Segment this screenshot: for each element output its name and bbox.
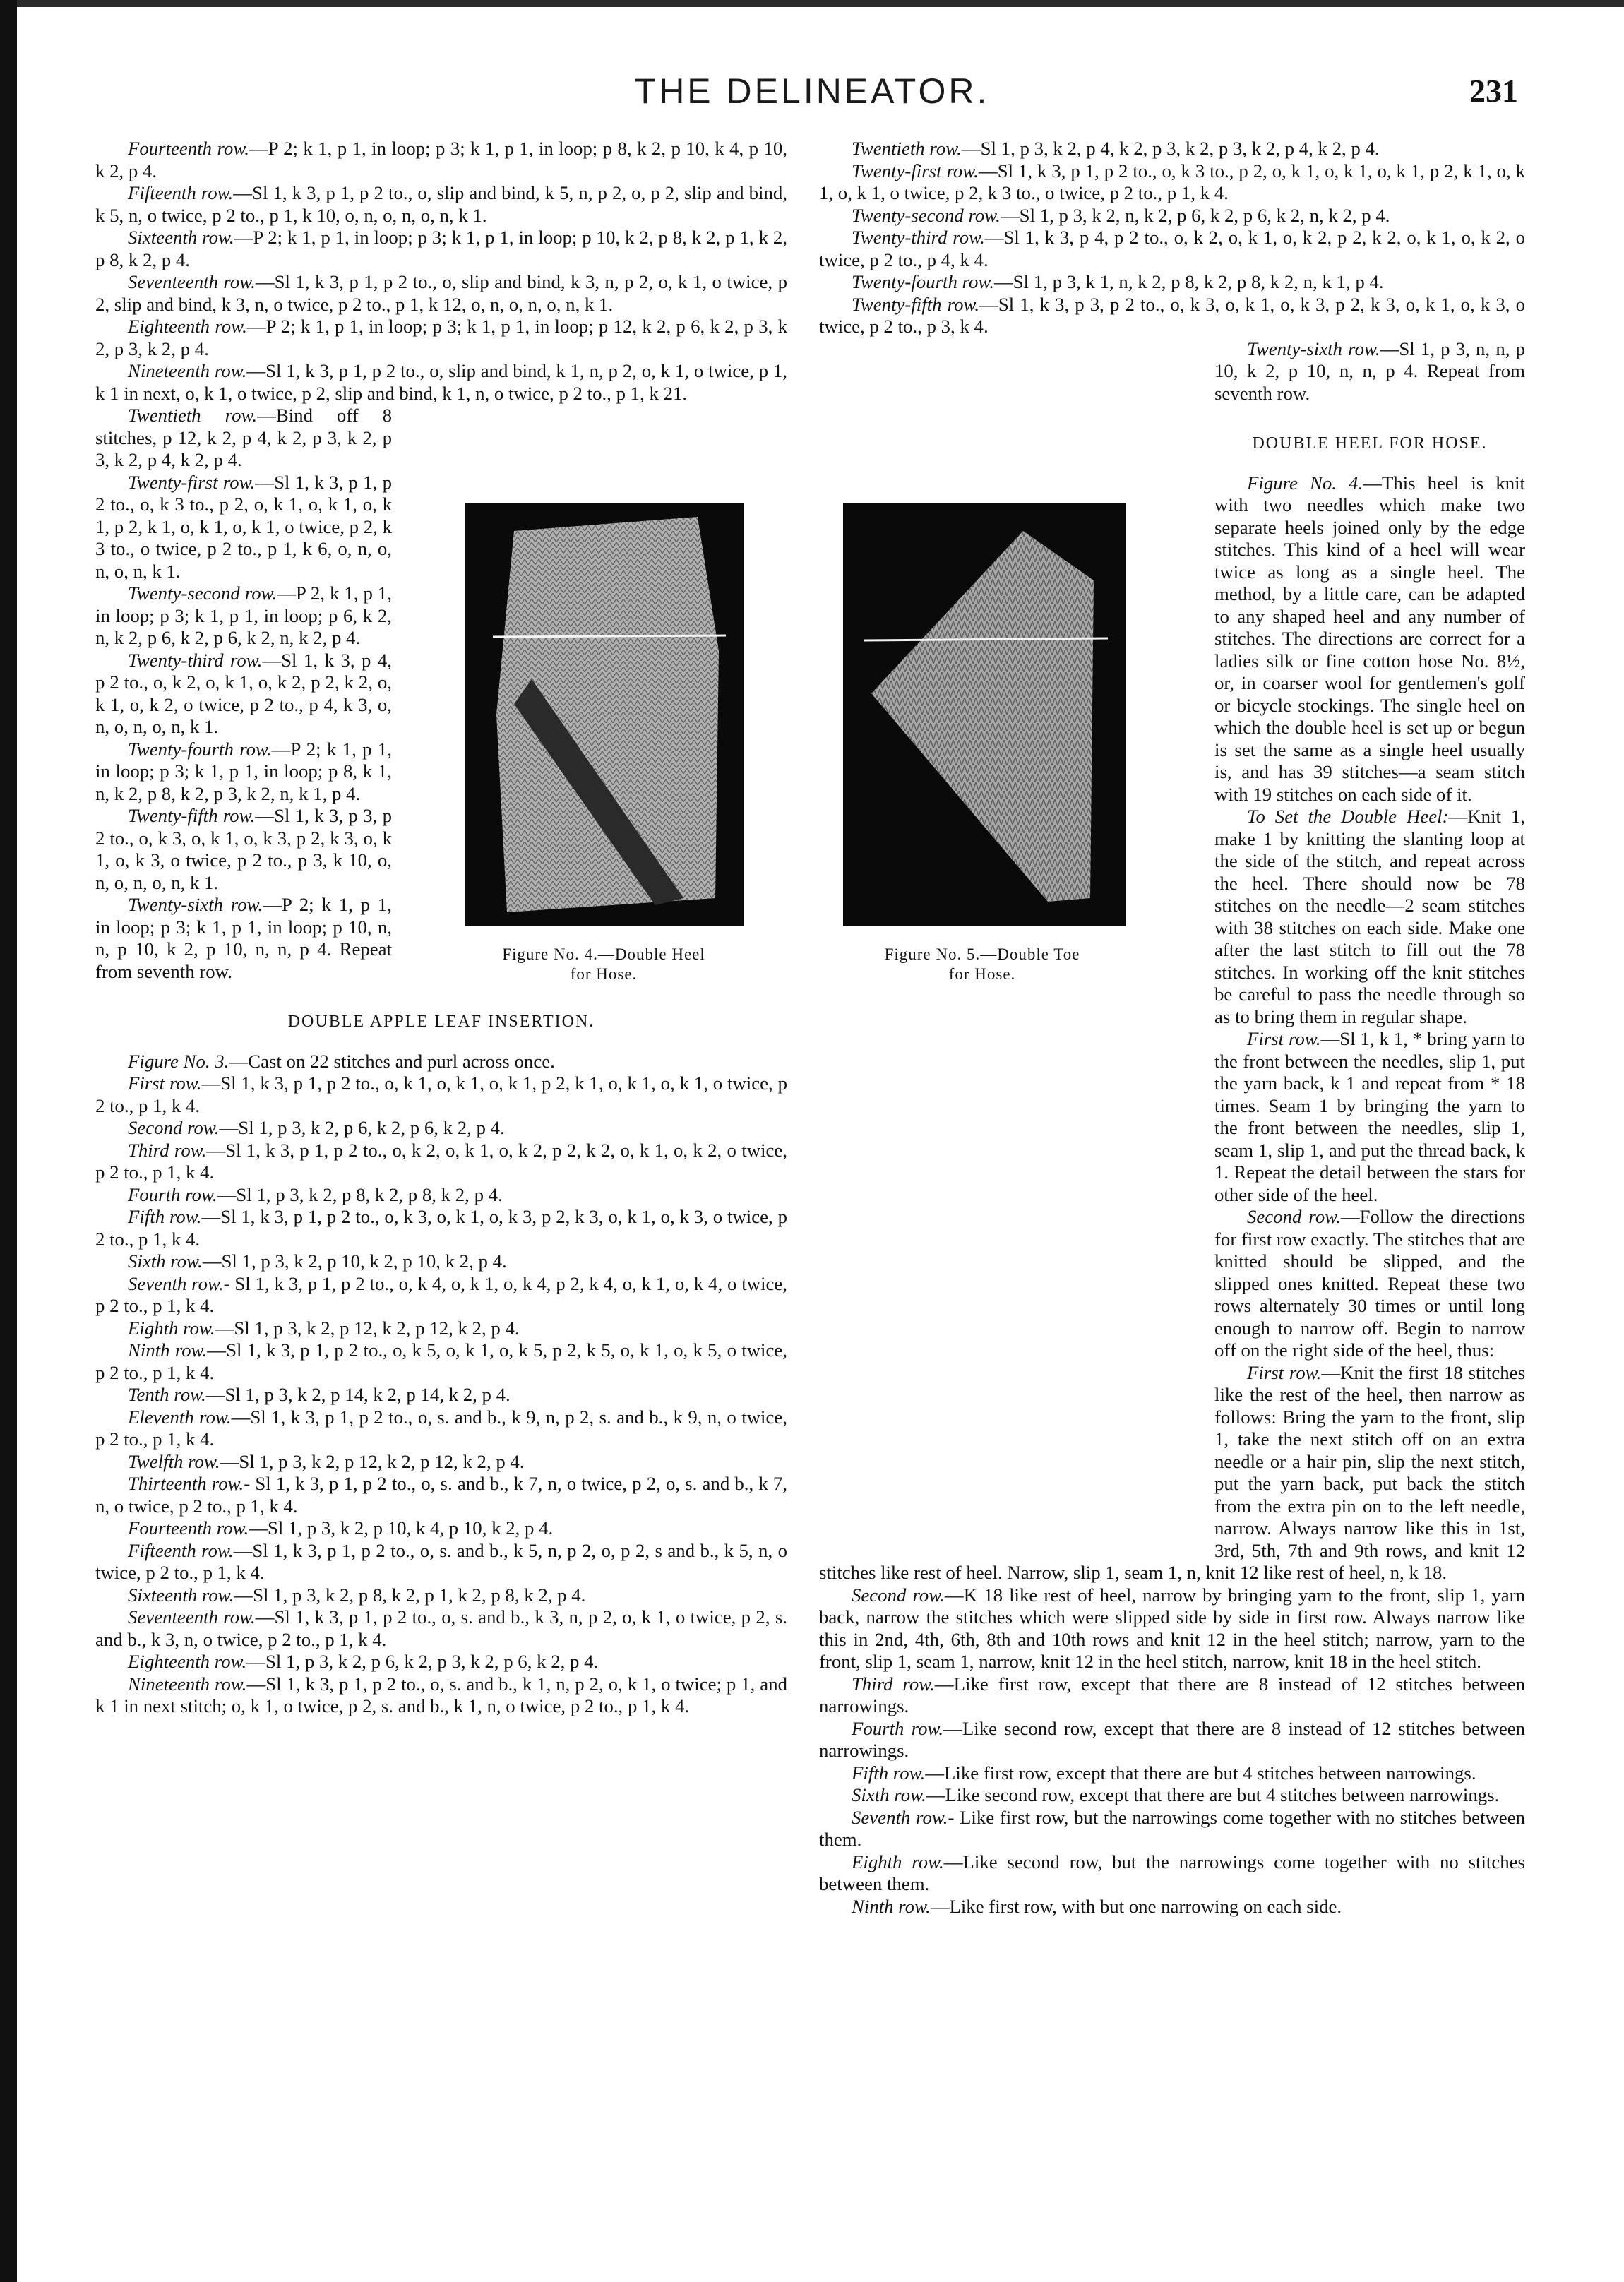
row-text: —K 18 like rest of heel, narrow by bringing yarn to the front, slip 1, yarn back, narrow the stitches which were slipped side by side in first row. Always narrow like this in 2nd, 4th, 6th, 8th and 10th rows and knit 12 in the heel stitch; narrow, yarn to the front, slip 1, seam 1, narrow, knit 12 in the heel stitch, narrow, knit 18 in the heel stitch. — [819, 1584, 1525, 1672]
figure-5-double-toe-image — [843, 503, 1126, 926]
row-text: —P 2; k 1, p 1, in loop; p 3; k 1, p 1, in loop; p 10, n, n, p 10, k 2, p 10, n, n, p 4. Repeat from seventh row. — [95, 894, 392, 982]
instruction-row — [95, 1606, 787, 1651]
row-text: —Sl 1, k 3, p 1, p 2 to., o, k 1, o, k 1, o, k 1, p 2, k 1, o, k 1, o, k 1, o twice, p 2 to., p 1, k 4. — [95, 1073, 787, 1116]
instruction-row — [95, 360, 787, 405]
row-text: —Knit 1, make 1 by knitting the slanting loop at the side of the stitch, and repeat across the heel. There should now be 78 stitches on the needle—2 seam stitches with 38 stitches on each side. Make one after the last stitch to fill out the 78 stitches. In working off the knit stitches be careful to pass the needle through so as to bring them in regular shape. — [1214, 806, 1525, 1027]
row-label: Ninth row. — [128, 1339, 208, 1361]
instruction-row — [95, 1651, 787, 1673]
row-label: Fifth row. — [128, 1206, 202, 1227]
row-label: Fourth row. — [852, 1717, 944, 1739]
instruction-row — [95, 227, 787, 271]
figure-wrap-spacer — [819, 945, 1186, 1553]
section-heading-double-heel: DOUBLE HEEL FOR HOSE. — [1252, 434, 1488, 453]
row-label: Sixteenth row. — [128, 1584, 234, 1606]
row-text: —Like second row, but the narrowings come together with no stitches between them. — [819, 1851, 1525, 1894]
section-heading-apple-leaf: DOUBLE APPLE LEAF INSERTION. — [287, 1012, 595, 1031]
apple-leaf-rows — [95, 1073, 787, 1718]
row-label: Thirteenth row. — [128, 1473, 244, 1494]
row-text: —P 2; k 1, p 1, in loop; p 3; k 1, p 1, in loop; p 8, k 1, n, k 2, p 8, k 2, p 3, k 2, n, k 1, p 4. — [95, 738, 392, 804]
row-text: —Like first row, with but one narrowing on each side. — [930, 1895, 1342, 1917]
row-text: —Sl 1, k 3, p 1, p 2 to., o, s. and b., k 5, n, p 2, o, p 2, s and b., k 5, n, o twice, p 2 to., p 1, k 4. — [95, 1539, 787, 1583]
row-label: Fifteenth row. — [128, 1539, 234, 1561]
row-label: Fourteenth row. — [128, 138, 249, 159]
row-text: —Sl 1, p 3, k 2, p 8, k 2, p 1, k 2, p 8, k 2, p 4. — [234, 1584, 586, 1606]
row-label: Tenth row. — [128, 1384, 206, 1405]
row-label: Ninth row. — [852, 1895, 931, 1917]
row-label: Fourth row. — [128, 1183, 217, 1205]
instruction-row — [95, 1473, 787, 1517]
instruction-row — [819, 1673, 1525, 1718]
row-text: —Like second row, except that there are but 4 stitches between narrowings. — [926, 1784, 1500, 1805]
row-label: Seventeenth row. — [128, 271, 256, 292]
figure-3-label: Figure No. 3. — [128, 1050, 229, 1072]
row-label: Fifth row. — [852, 1762, 926, 1784]
row-text: —Follow the directions for first row exactly. The stitches that are knitted should be slipped, and the slipped ones knitted. Repeat these two rows alternately 30 times or until long enough to narrow off. Begin to narrow off on the right side of the heel, thus: — [1214, 1206, 1526, 1361]
row-label: To Set the Double Heel: — [1247, 806, 1449, 827]
row-label: Eighteenth row. — [128, 1651, 247, 1672]
instruction-row — [95, 138, 787, 182]
instruction-row — [95, 1384, 787, 1406]
instruction-row — [95, 1584, 787, 1607]
row-label: Sixth row. — [128, 1250, 203, 1272]
instruction-row — [95, 1184, 787, 1207]
row-text: —Sl 1, p 3, k 2, p 12, k 2, p 12, k 2, p 4. — [220, 1450, 525, 1472]
row-label: Nineteenth row. — [128, 1673, 247, 1695]
row-label: Twenty-second row. — [128, 583, 277, 604]
figure-5-caption-line2: for Hose. — [948, 965, 1016, 983]
row-text: —P 2; k 1, p 1, in loop; p 3; k 1, p 1, in loop; p 12, k 2, p 6, k 2, p 3, k 2, p 3, k 2, p 4. — [95, 316, 788, 359]
row-text: - Like first row, but the narrowings come together with no stitches between them. — [819, 1806, 1525, 1850]
row-text: —P 2; k 1, p 1, in loop; p 3; k 1, p 1, in loop; p 8, k 2, p 10, k 4, p 10, k 2, p 4. — [95, 138, 787, 181]
row-label: First row. — [128, 1073, 202, 1094]
figure-5-caption-line1: Figure No. 5.—Double Toe — [884, 945, 1080, 963]
instruction-row — [95, 1318, 787, 1340]
instruction-row — [95, 1250, 787, 1273]
page-number: 231 — [1469, 73, 1518, 109]
row-text: —Sl 1, p 3, k 2, p 6, k 2, p 6, k 2, p 4. — [219, 1117, 505, 1138]
row-label: Sixth row. — [852, 1784, 926, 1805]
instruction-row — [95, 1140, 787, 1184]
row-label: Twenty-first row. — [128, 471, 256, 493]
row-text: —Sl 1, k 3, p 1, p 2 to., o, k 2, o, k 1, o, k 2, p 2, k 2, o, k 1, o, k 2, o twice, p 2 to., p 1, k 4. — [95, 1139, 788, 1183]
row-text: —Sl 1, p 3, k 2, p 10, k 4, p 10, k 2, p 4. — [249, 1517, 554, 1539]
instruction-row — [819, 205, 1525, 227]
instruction-row — [95, 1673, 787, 1718]
instruction-row — [95, 1206, 787, 1250]
instruction-row — [819, 1851, 1525, 1896]
row-text: —Sl 1, p 3, k 2, n, k 2, p 6, k 2, p 6, k 2, n, k 2, p 4. — [1000, 204, 1390, 226]
figure-4-caption-line2: for Hose. — [570, 965, 638, 983]
figure-4-caption-line1: Figure No. 4.—Double Heel — [502, 945, 705, 963]
row-label: Eighteenth row. — [128, 316, 247, 337]
instruction-row — [95, 1517, 787, 1540]
row-text: —Sl 1, k 3, p 4, p 2 to., o, k 2, o, k 1, o, k 2, p 2, k 2, o, k 1, o, k 2, o twice, p 2 to., p 4, k 3, o, n, o, n, o, n, k 1. — [95, 649, 392, 737]
instruction-row — [819, 1584, 1525, 1673]
instruction-row — [95, 1117, 787, 1140]
instruction-row — [95, 182, 787, 227]
instruction-row — [819, 138, 1525, 160]
row-text: - Sl 1, k 3, p 1, p 2 to., o, k 4, o, k 1, o, k 4, p 2, k 4, o, k 1, o, k 4, o twice, p 2 to., p 1, k 4. — [95, 1272, 788, 1316]
row-label: Twentieth row. — [128, 405, 258, 426]
row-label: Twenty-second row. — [852, 204, 1001, 226]
row-text: —Sl 1, p 3, n, n, p 10, k 2, p 10, n, n, p 4. Repeat from seventh row. — [1214, 337, 1525, 404]
instruction-row — [95, 1073, 787, 1117]
row-label: Nineteenth row. — [128, 360, 247, 381]
row-text: —This heel is knit with two needles which make two separate heels joined only by the edge stitches. This kind of a heel will wear twice as long as a single heel. The method, by a little care, can be adapted to any shaped heel and any number of stitches. The directions are correct for a ladies silk or fine cotton hose No. 8½, or, in coarser wool for gentlemen's golf or bicycle stockings. The single heel on which the double heel is set up or begun is set the same as a single heel usually is, and has 39 stitches—a seam stitch with 19 stitches on each side of it. — [1214, 472, 1525, 805]
row-text: —Sl 1, k 3, p 1, p 2 to., o, slip and bind, k 3, n, p 2, o, k 1, o twice, p 2, slip and bind, k 3, n, o twice, p 2 to., p 1, k 12, o, n, o, n, o, n, k 1. — [95, 271, 787, 315]
instruction-row — [819, 1784, 1525, 1807]
row-label: Twenty-fourth row. — [128, 738, 272, 760]
magazine-title: THE DELINEATOR. — [634, 71, 990, 111]
row-text: —Sl 1, k 3, p 1, p 2 to., o, k 3 to., p 2, o, k 1, o, k 1, o, k 1, p 2, k 1, o, k 1, o, k 1, o twice, p 2, k 3 to., o twice, p 2 to., p 1, k 4. — [819, 160, 1526, 203]
row-label: Second row. — [128, 1117, 220, 1138]
row-label: Twenty-sixth row. — [1247, 337, 1380, 359]
row-label: Eighth row. — [852, 1851, 944, 1872]
row-text: —Sl 1, k 3, p 1, p 2 to., o, s. and b., k 9, n, p 2, s. and b., k 9, n, o twice, p 2 to., p 1, k 4. — [95, 1406, 787, 1450]
instruction-row — [819, 1807, 1525, 1851]
row-label: Eleventh row. — [128, 1406, 232, 1428]
row-label: Figure No. 4. — [1247, 472, 1363, 494]
row-label: Seventh row. — [852, 1806, 948, 1828]
instruction-row — [95, 271, 787, 316]
row-text: —Sl 1, k 3, p 1, p 2 to., o, k 5, o, k 1, o, k 5, p 2, k 5, o, k 1, o, k 5, o twice, p 2 to., p 1, k 4. — [95, 1339, 787, 1383]
left-column — [95, 138, 787, 1718]
row-text: —Sl 1, k 1, * bring yarn to the front between the needles, slip 1, put the yarn back, k 1 and repeat from * 18 times. Seam 1 by bringing the yarn to the front between the needles, slip 1, seam 1, slip 1, and put the thread back, k 1. Repeat the detail between the stars for other side of the heel. — [1214, 1028, 1525, 1205]
instruction-row — [819, 227, 1525, 271]
scan-top-edge — [17, 0, 1624, 7]
row-text: —P 2, k 1, p 1, in loop; p 3; k 1, p 1, in loop; p 6, k 2, n, k 2, p 6, k 2, p 6, k 2, n, k 2, p 4. — [95, 583, 393, 648]
row-text: - Sl 1, k 3, p 1, p 2 to., o, s. and b., k 7, n, o twice, p 2, o, s. and b., k 7, n, o twice, p 2 to., p 1, k 4. — [95, 1473, 788, 1517]
right-column — [819, 138, 1525, 1918]
row-label: Eighth row. — [128, 1317, 215, 1339]
row-text: —Like first row, except that there are but 4 stitches between narrowings. — [925, 1762, 1476, 1784]
row-text: —Sl 1, k 3, p 1, p 2 to., o, s. and b., k 1, n, p 2, o, k 1, o twice; p 1, and k 1 in next stitch; o, k 1, o twice, p 2, s. and b., k 1, n, o twice, p 2 to., p 1, k 4. — [95, 1673, 787, 1716]
row-text: —Sl 1, p 3, k 2, p 14, k 2, p 14, k 2, p 4. — [205, 1384, 511, 1405]
instruction-row — [95, 1339, 787, 1384]
row-label: Third row. — [852, 1673, 935, 1695]
row-label: First row. — [1247, 1361, 1322, 1383]
row-label: Twenty-fourth row. — [852, 271, 994, 292]
row-label: Third row. — [128, 1139, 207, 1161]
row-label: First row. — [1247, 1028, 1321, 1049]
row-text: —Sl 1, k 3, p 1, p 2 to., o, slip and bind, k 1, n, p 2, o, k 1, o twice, p 1, k 1 in next, o, k 1, o twice, p 2, slip and bind, k 1, n, o twice, p 2 to., p 1, k 21. — [95, 360, 787, 404]
row-text: —Sl 1, k 3, p 3, p 2 to., o, k 3, o, k 1, o, k 3, p 2, k 3, o, k 1, o, k 3, o twice, p 2 to., p 3, k 10, o, n, o, n, o, n, k 1. — [95, 805, 392, 893]
instruction-row — [95, 1540, 787, 1584]
row-text: —Sl 1, p 3, k 1, n, k 2, p 8, k 2, p 8, k 2, n, k 1, p 4. — [993, 271, 1384, 292]
row-text: —Sl 1, p 3, k 2, p 6, k 2, p 3, k 2, p 6, k 2, p 4. — [246, 1651, 599, 1672]
instruction-row — [819, 1896, 1525, 1918]
instruction-row — [819, 1762, 1525, 1785]
instruction-row — [819, 271, 1525, 294]
instruction-row — [95, 1406, 787, 1451]
scan-edge-bar — [0, 0, 17, 2282]
row-text: —Sl 1, k 3, p 1, p 2 to., o, slip and bind, k 5, n, p 2, o, p 2, slip and bind, k 5, n, o twice, p 2 to., p 1, k 10, o, n, o, n, o, n, k 1. — [95, 182, 787, 226]
instruction-row — [819, 294, 1525, 338]
row-text: —Sl 1, k 3, p 1, p 2 to., o, k 3 to., p 2, o, k 1, o, k 1, o, k 1, p 2, k 1, o, k 1, o, k 1, o twice, p 2, k 3 to., o twice, p 2 to., p 1, k 6, o, n, o, n, o, n, k 1. — [95, 471, 392, 582]
row-text: —Like first row, except that there are 8 instead of 12 stitches between narrowings. — [819, 1673, 1525, 1716]
row-text: —Sl 1, k 3, p 1, p 2 to., o, k 3, o, k 1, o, k 3, p 2, k 3, o, k 1, o, k 3, o twice, p 2 to., p 1, k 4. — [95, 1206, 787, 1250]
row-text: —P 2; k 1, p 1, in loop; p 3; k 1, p 1, in loop; p 10, k 2, p 8, k 2, p 1, k 2, p 8, k 2, p 4. — [95, 227, 788, 270]
row-text: —Sl 1, p 3, k 2, p 12, k 2, p 12, k 2, p 4. — [215, 1317, 520, 1339]
row-label: Second row. — [1247, 1206, 1341, 1227]
row-label: Second row. — [852, 1584, 945, 1606]
row-label: Seventh row. — [128, 1272, 224, 1294]
row-label: Twenty-first row. — [852, 160, 979, 181]
right-rows-continued — [819, 138, 1525, 405]
row-label: Twentieth row. — [852, 138, 962, 159]
row-text: —Knit the first 18 stitches like the rest of the heel, then narrow as follows: Bring the yarn to the front, slip 1, take the next stitch off on an extra needle or a hair pin, slip the next stitch, put the yarn back, put back the stitch from the extra pin on to the left needle, narrow. Always narrow like this in 1st, 3rd, 5th, 7th and 9th rows, and knit 12 stitches like rest of heel. Narrow, slip 1, seam 1, n, knit 12 like rest of heel, n, k 18. — [819, 1361, 1526, 1583]
row-label: Twenty-sixth row. — [128, 894, 263, 915]
row-label: Sixteenth row. — [128, 227, 234, 248]
knitted-heel-illustration — [465, 503, 744, 926]
row-text: —Sl 1, k 3, p 1, p 2 to., o, s. and b., k 3, n, p 2, o, k 1, o twice, p 2, s. and b., k 3, n, o twice, p 2 to., p 1, k 4. — [95, 1606, 787, 1650]
figure-5-caption — [830, 945, 1134, 984]
row-text: —Like second row, except that there are 8 instead of 12 stitches between narrowings. — [819, 1717, 1526, 1761]
row-label: Twenty-fifth row. — [852, 293, 980, 315]
page-header — [106, 71, 1518, 127]
figure-4-double-heel-image — [465, 503, 744, 926]
row-label: Fifteenth row. — [128, 182, 234, 203]
row-text: —Bind off 8 stitches, p 12, k 2, p 4, k 2, p 3, k 2, p 3, k 2, p 4, k 2, p 4. — [95, 405, 392, 470]
knitted-toe-illustration — [843, 503, 1126, 926]
instruction-row — [95, 316, 787, 360]
instruction-row — [819, 1718, 1525, 1762]
row-text: —Sl 1, p 3, k 2, p 10, k 2, p 10, k 2, p 4. — [202, 1250, 507, 1272]
row-text: —Sl 1, p 3, k 2, p 8, k 2, p 8, k 2, p 4. — [217, 1183, 503, 1205]
row-label: Twenty-fifth row. — [128, 805, 256, 826]
row-label: Twelfth row. — [128, 1450, 220, 1472]
row-label: Seventeenth row. — [128, 1606, 256, 1627]
row-text: —Sl 1, k 3, p 3, p 2 to., o, k 3, o, k 1, o, k 3, p 2, k 3, o, k 1, o, k 3, o twice, p 2 to., p 3, k 4. — [819, 293, 1525, 337]
instruction-row — [95, 1273, 787, 1318]
row-label: Fourteenth row. — [128, 1517, 249, 1539]
row-label: Twenty-third row. — [128, 649, 263, 671]
figure-4-caption — [452, 945, 756, 984]
row-text: —Sl 1, k 3, p 4, p 2 to., o, k 2, o, k 1, o, k 2, p 2, k 2, o, k 1, o, k 2, o twice, p 2 to., p 4, k 4. — [819, 227, 1526, 270]
row-label: Twenty-third row. — [852, 227, 985, 248]
figure-3-text: —Cast on 22 stitches and purl across once. — [229, 1050, 555, 1072]
instruction-row — [819, 160, 1525, 205]
row-text: —Sl 1, p 3, k 2, p 4, k 2, p 3, k 2, p 3, k 2, p 4, k 2, p 4. — [961, 138, 1380, 159]
instruction-row — [95, 1451, 787, 1474]
